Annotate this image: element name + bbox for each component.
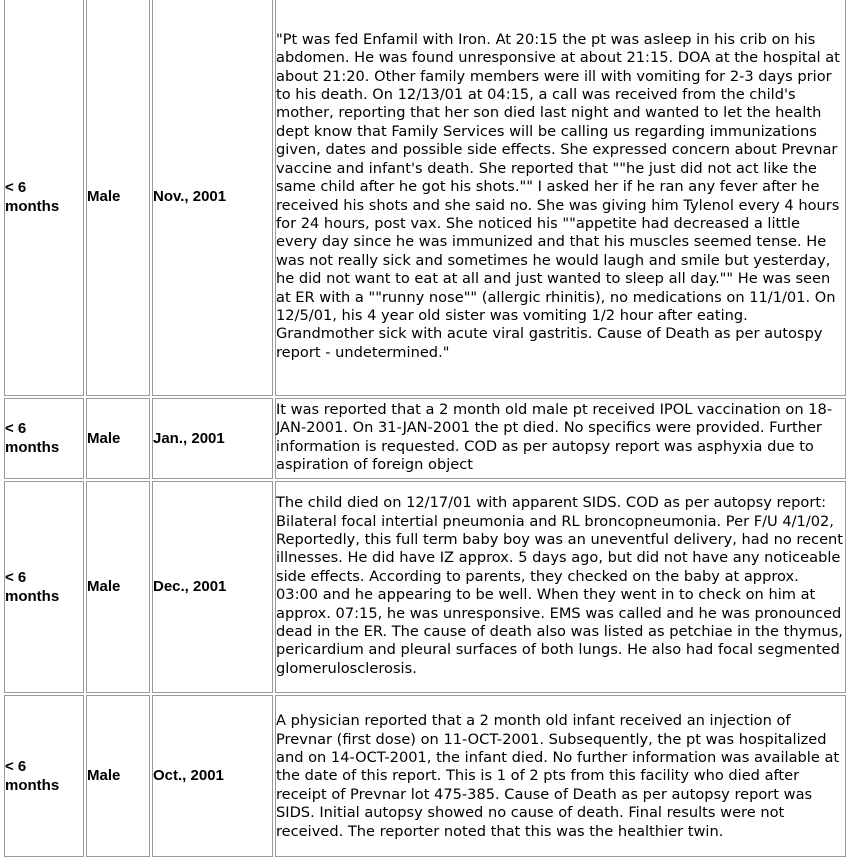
description-cell: It was reported that a 2 month old male pt received IPOL vaccination on 18-JAN-2001. On 31-JAN-2001 the pt died. No specifics were provided. Further information is requested. COD as per autopsy report was asphyxia due to aspiration of foreign object [275, 398, 846, 479]
description-cell: The child died on 12/17/01 with apparent SIDS. COD as per autopsy report: Bilateral focal intertial pneumonia and RL broncopneumonia. Per F/U 4/1/02, Reportedly, this full term baby boy was an uneventful delivery, had no recent illnesses. He did have IZ approx. 5 days ago, but did not have any noticeable side effects. According to parents, they checked on the baby at approx. 03:00 and he appearing to be well. When they went in to check on him at approx. 07:15, he was unresponsive. EMS was called and he was pronounced dead in the ER. The cause of death also was listed as petchiae in the thymus, pericardium and pleural surfaces of both lungs. He also had focal segmented glomerulosclerosis. [275, 481, 846, 693]
age-cell: < 6 months [4, 0, 84, 396]
age-cell: < 6 months [4, 695, 84, 857]
sex-cell: Male [86, 398, 150, 479]
date-cell: Nov., 2001 [152, 0, 273, 396]
table-row [4, 695, 846, 857]
table-row [4, 398, 846, 479]
table-row [4, 0, 846, 396]
age-cell: < 6 months [4, 398, 84, 479]
adverse-event-table [2, 0, 848, 859]
table-row [4, 481, 846, 693]
description-cell: "Pt was fed Enfamil with Iron. At 20:15 the pt was asleep in his crib on his abdomen. He was found unresponsive at about 21:15. DOA at the hospital at about 21:20. Other family members were ill with vomiting for 2-3 days prior to his death. On 12/13/01 at 04:15, a call was received from the child's mother, reporting that her son died last night and wanted to let the health dept know that Family Services will be calling us regarding immunizations given, dates and possible side effects. She expressed concern about Prevnar vaccine and infant's death. She reported that ""he just did not act like the same child after he got his shots."" I asked her if he ran any fever after he received his shots and she said no. She was giving him Tylenol every 4 hours for 24 hours, post vax. She noticed his ""appetite had decreased a little every day since he was immunized and that his muscles seemed tense. He was not really sick and sometimes he would laugh and smile but yesterday, he did not want to eat at all and just wanted to sleep all day."" He was seen at ER with a ""runny nose"" (allergic rhinitis), no medications on 11/1/01. On 12/5/01, his 4 year old sister was vomiting 1/2 hour after eating. Grandmother sick with acute viral gastritis. Cause of Death as per autospy report - undetermined." [275, 0, 846, 396]
sex-cell: Male [86, 481, 150, 693]
date-cell: Oct., 2001 [152, 695, 273, 857]
sex-cell: Male [86, 0, 150, 396]
sex-cell: Male [86, 695, 150, 857]
date-cell: Dec., 2001 [152, 481, 273, 693]
description-cell: A physician reported that a 2 month old infant received an injection of Prevnar (first dose) on 11-OCT-2001. Subsequently, the pt was hospitalized and on 14-OCT-2001, the infant died. No further information was available at the date of this report. This is 1 of 2 pts from this facility who died after receipt of Prevnar lot 475-385. Cause of Death as per autopsy report was SIDS. Initial autopsy showed no cause of death. Final results were not received. The reporter noted that this was the healthier twin. [275, 695, 846, 857]
date-cell: Jan., 2001 [152, 398, 273, 479]
age-cell: < 6 months [4, 481, 84, 693]
